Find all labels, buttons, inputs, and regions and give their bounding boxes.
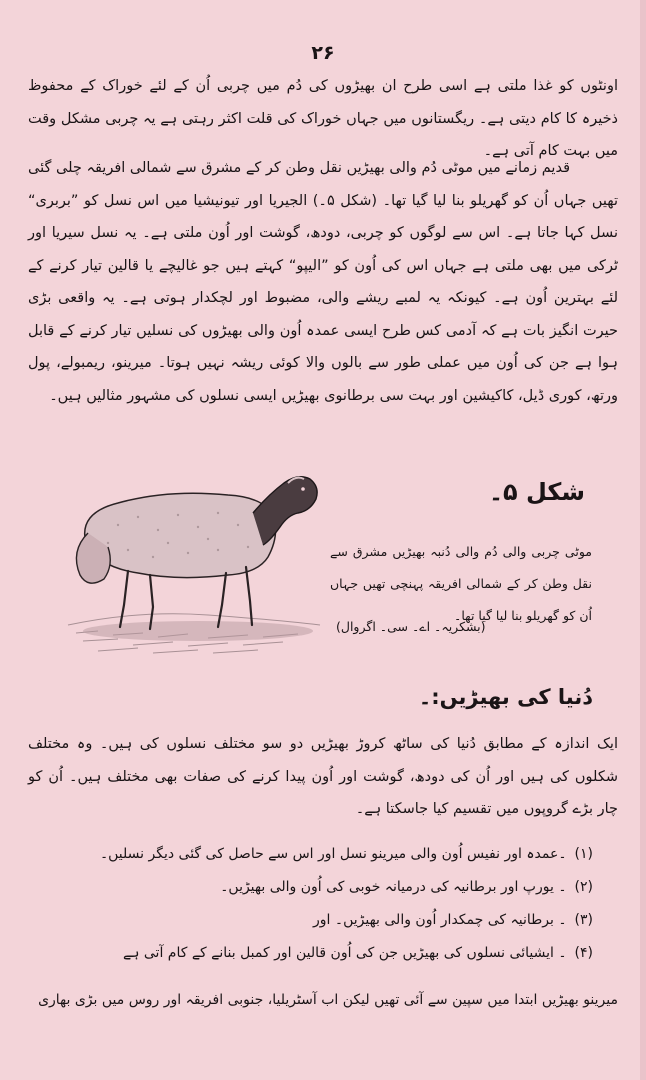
- list-item: [38, 904, 593, 937]
- figure-title: شکل ۵۔: [488, 478, 585, 506]
- paragraph-2: قدیم زمانے میں موٹی دُم والی بھیڑیں نقل وطن کر کے مشرق سے شمالی افریقہ چلی گئی تھیں جہاں اُن کو گھریلو بنا لیا گیا تھا۔ (شکل ۵۔) الجیریا اور تیونیشیا میں اس نسل کو ”بربری“ نسل کہا جاتا ہے۔ اس سے لوگوں کو چربی، دودھ، گوشت اور اُون ملتی ہے۔ یہ نسل سیریا اور ٹرکی میں بھی ملتی ہے جہاں اس کی اُون کو ”الیپو“ کہتے ہیں جو غالیچے یا قالین تیار کرنے کے لئے بہترین اُون ہے۔ کیونکہ یہ لمبے ریشے والی، مضبوط اور لچکدار ہوتی ہے۔ یہ واقعی بڑی حیرت انگیز بات ہے کہ آدمی کس طرح ایسی عمدہ اُون والی بھیڑوں کی نسلیں تیار کرنے کے قابل ہوا ہے جن کی اُون میں عملی طور سے بالوں والا کوئی ریشہ نہیں ہوتا۔ میرینو، ریمبولے، پول ورتھ، کوری ڈیل، کاکیشین اور بہت سی برطانوی بھیڑیں ایسی نسلوں کی مشہور مثالیں ہیں۔: [28, 160, 619, 404]
- paragraph-1: اونٹوں کو غذا ملتی ہے اسی طرح ان بھیڑوں کی دُم میں چربی اُن کے لئے خوراک کے محفوظ ذخیرہ کا کام دیتی ہے۔ ریگستانوں میں جہاں خوراک کی قلت اکثر رہتی ہے یہ چربی مشکل وقت میں بہت کام آتی ہے۔: [28, 78, 618, 159]
- section-heading: دُنیا کی بھیڑیں:۔: [418, 685, 593, 709]
- section-intro: ایک اندازہ کے مطابق دُنیا کی ساٹھ کروڑ بھیڑیں دو سو مختلف نسلوں کی ہیں۔ وہ مختلف شکلوں کی ہیں اور اُن کی دودھ، گوشت اور اُون پیدا کرنے کی صفات بھی مختلف ہیں۔ اُن کو چار بڑے گروپوں میں تقسیم کیا جاسکتا ہے۔: [28, 736, 618, 817]
- list-number: (۱): [574, 846, 593, 862]
- figure-caption: موٹی چربی والی دُم والی دُنبہ بھیڑیں مشرق سے نقل وطن کر کے شمالی افریقہ پہنچی تھیں جہاں اُن کو گھریلو بنا لیا گیا تھا۔: [330, 544, 592, 623]
- closing-line: میرینو بھیڑیں ابتدا میں سپین سے آئی تھیں لیکن اب آسٹریلیا، جنوبی افریقہ اور روس میں بڑی بھاری: [38, 992, 618, 1008]
- list-text: ۔ یورپ اور برطانیہ کی درمیانہ خوبی کی اُون والی بھیڑیں۔: [220, 879, 567, 895]
- list-number: (۲): [574, 879, 593, 895]
- list-text: ۔ برطانیہ کی چمکدار اُون والی بھیڑیں۔ اور: [313, 912, 567, 928]
- list-item: [38, 937, 593, 970]
- list-item: [38, 838, 593, 871]
- list-number: (۴): [574, 945, 593, 961]
- figure-credit: (بشکریہ۔ اے۔ سی۔ اگروال): [336, 619, 486, 634]
- sheep-groups-list: [38, 838, 593, 970]
- fat-tailed-sheep-illustration: [58, 455, 328, 660]
- list-number: (۳): [574, 912, 593, 928]
- list-item: [38, 871, 593, 904]
- page-number: ۲۶: [311, 42, 335, 64]
- list-text: ۔ ایشیائی نسلوں کی بھیڑیں جن کی اُون قالین اور کمبل بنانے کے کام آتی ہے: [123, 945, 567, 961]
- list-text: ۔عمدہ اور نفیس اُون والی میرینو نسل اور اس سے حاصل کی گئی دیگر نسلیں۔: [99, 846, 567, 862]
